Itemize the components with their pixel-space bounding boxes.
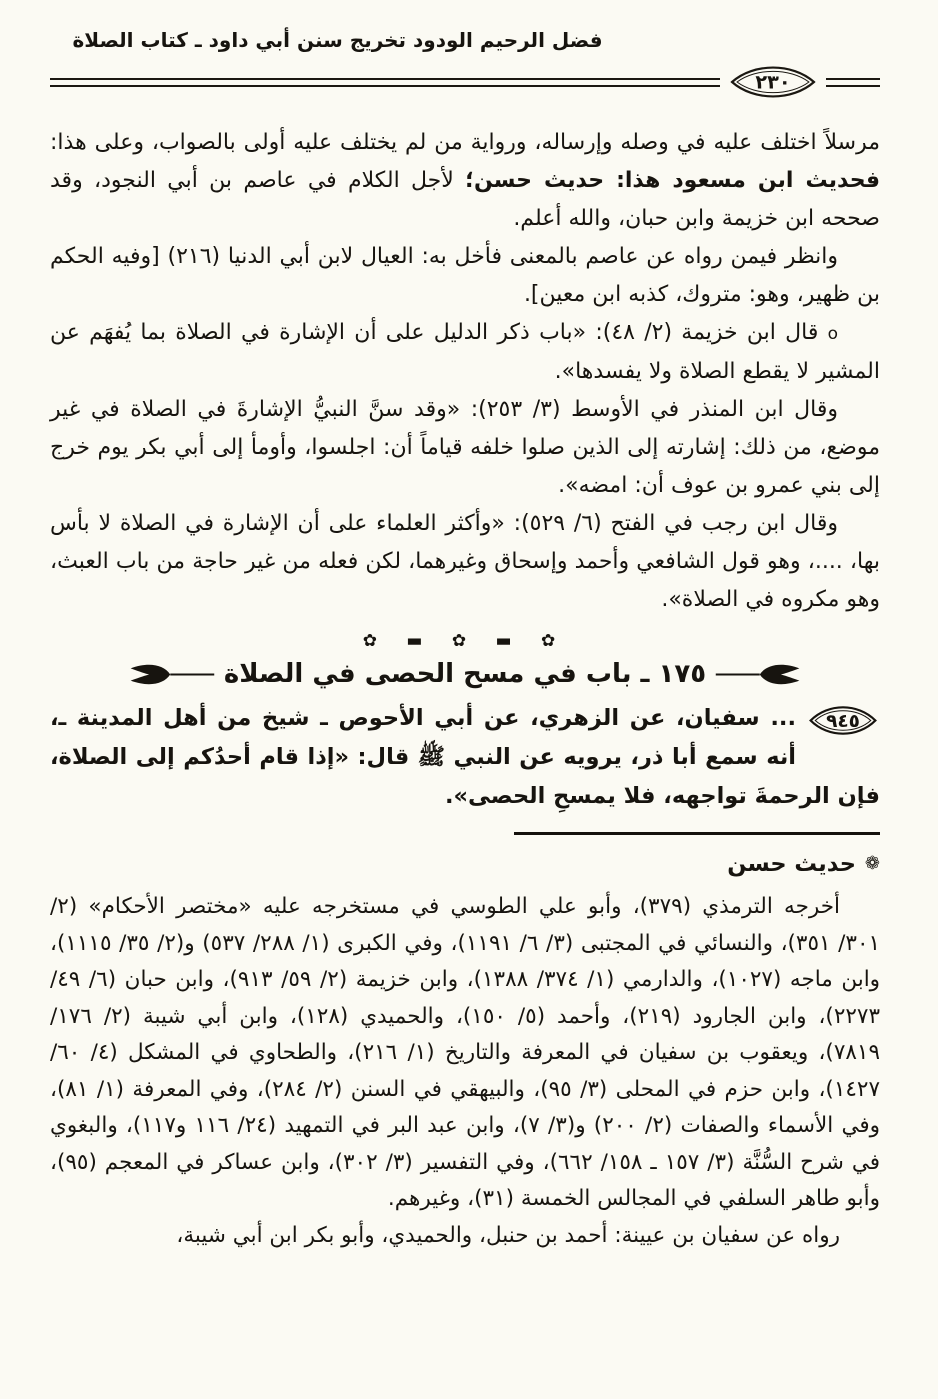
- commentary-paragraph: [50, 505, 880, 619]
- header-rule-row: [50, 56, 880, 108]
- grade-ornament-icon: ❁: [864, 853, 880, 874]
- chapter-heading: [50, 659, 880, 689]
- chapter-title: ١٧٥ ـ باب في مسح الحصى في الصلاة: [223, 659, 707, 689]
- commentary-text: وانظر فيمن رواه عن عاصم بالمعنى فأخل به: العيال لابن أبي الدنيا (٢١٦) [وفيه الحكم بن ظهير، وهو: متروك، كذبه ابن معين].: [50, 244, 880, 307]
- commentary-text: قال ابن خزيمة (٢/ ٤٨): «باب ذكر الدليل على أن الإشارة في الصلاة بما يُفهَم عن المشير لا يقطع الصلاة ولا يفسدها».: [50, 320, 880, 384]
- hadith-number: ٩٤٥: [826, 710, 860, 732]
- commentary-text: لأجل الكلام في عاصم بن أبي النجود، وقد صححه ابن خزيمة وابن حبان، والله أعلم.: [50, 168, 880, 231]
- page-header: [50, 28, 880, 108]
- hadith-text: [50, 699, 880, 816]
- commentary-paragraph: [50, 238, 880, 314]
- takhrij-paragraph: أخرجه الترمذي (٣٧٩)، وأبو علي الطوسي في مستخرجه عليه «مختصر الأحكام» (٢/ ٣٠١/ ٣٥١)، والنسائي في المجتبى (٣/ ٦/ ١١٩١)، وفي الكبرى (١/ ٢٨٨/ ٥٣٧) و(٢/ ٣٥/ ١١١٥)، وابن ماجه (١٠٢٧)، والدارمي (١/ ٣٧٤/ ١٣٨٨)، وابن خزيمة (٢/ ٥٩/ ٩١٣)، وابن حبان (٦/ ٤٩/ ٢٢٧٣)، وابن الجارود (٢١٩)، وأحمد (٥/ ١٥٠)، والحميدي (١٢٨)، وابن أبي شيبة (٢/ ١٧٦/ ٧٨١٩)، ويعقوب بن سفيان في المعرفة والتاريخ (١/ ٢١٦)، والطحاوي في المشكل (٤/ ٦٠/ ١٤٢٧)، وابن حزم في المحلى (٣/ ٩٥)، والبيهقي في السنن (٢/ ٢٨٤)، وفي المعرفة (١/ ٨١)، وفي الأسماء والصفات (٢/ ٢٠٠) و(٣/ ٧)، وابن عبد البر في التمهيد (٢٤/ ١١٦ و١١٧)، والبغوي في شرح السُّنَّة (٣/ ١٥٧ ـ ١٥٨/ ٦٦٢)، وفي التفسير (٣/ ٣٠٢)، وابن عساكر في المعجم (٩٥)، وأبو طاهر السلفي في المجالس الخمسة (٣١)، وغيرهم.: [50, 894, 881, 1211]
- hadith-grade-row: [50, 847, 880, 881]
- hadith-matn: «إذا قام أحدُكم إلى الصلاة، فإن الرحمةَ تواجهه، فلا يمسحِ الحصى».: [50, 744, 880, 809]
- separator-rule: [514, 832, 880, 835]
- grading-inline-bold: فحديث ابن مسعود هذا: حديث حسن؛: [465, 168, 880, 193]
- page-body: [50, 124, 880, 1254]
- page-number: ٢٣٠: [755, 70, 791, 94]
- section-divider-ornament-icon: ✿ ▬ ✿ ▬ ✿: [362, 631, 568, 651]
- narrators-paragraph: رواه عن سفيان بن عيينة: أحمد بن حنبل، والحميدي، وأبو بكر ابن أبي شيبة،: [176, 1222, 840, 1248]
- commentary-paragraph: [50, 314, 880, 391]
- hadith-isnad: ... سفيان، عن الزهري، عن أبي الأحوص ـ شيخ من أهل المدينة ـ، أنه سمع أبا ذر، يرويه عن النبي ﷺ قال:: [50, 705, 796, 770]
- header-rule-left: [50, 78, 720, 87]
- page-number-cartouche: [727, 59, 819, 105]
- chapter-flourish-left-icon: [128, 662, 216, 687]
- hadith-number-badge: [806, 701, 880, 740]
- header-rule-right: [826, 78, 880, 87]
- commentary-paragraph: [50, 124, 880, 238]
- commentary-text: وقال ابن رجب في الفتح (٦/ ٥٢٩): «وأكثر العلماء على أن الإشارة في الصلاة لا بأس بها، ....، وهو قول الشافعي وأحمد وإسحاق وغيرهما، لكن فعله من غير حاجة من باب العبث، وهو مكروه في الصلاة».: [50, 511, 880, 612]
- hadith-grade: حديث حسن: [727, 851, 856, 877]
- circle-marker-icon: o: [827, 324, 838, 344]
- chapter-flourish-right-icon: [714, 662, 802, 687]
- commentary-text: مرسلاً اختلف عليه في وصله وإرساله، ورواية من لم يختلف عليه أولى بالصواب، وعلى هذا:: [50, 130, 880, 155]
- book-title: فضل الرحيم الودود تخريج سنن أبي داود ـ كتاب الصلاة: [72, 28, 603, 52]
- commentary-text: وقال ابن المنذر في الأوسط (٣/ ٢٥٣): «وقد سنَّ النبيُّ الإشارةَ في الصلاة في غير موضع، من ذلك: إشارته إلى الذين صلوا خلفه قياماً أن: اجلسوا، وأومأ إلى أبي بكر يوم خرج إلى بني عمرو بن عوف أن: امضه».: [50, 397, 880, 498]
- commentary-paragraph: [50, 391, 880, 505]
